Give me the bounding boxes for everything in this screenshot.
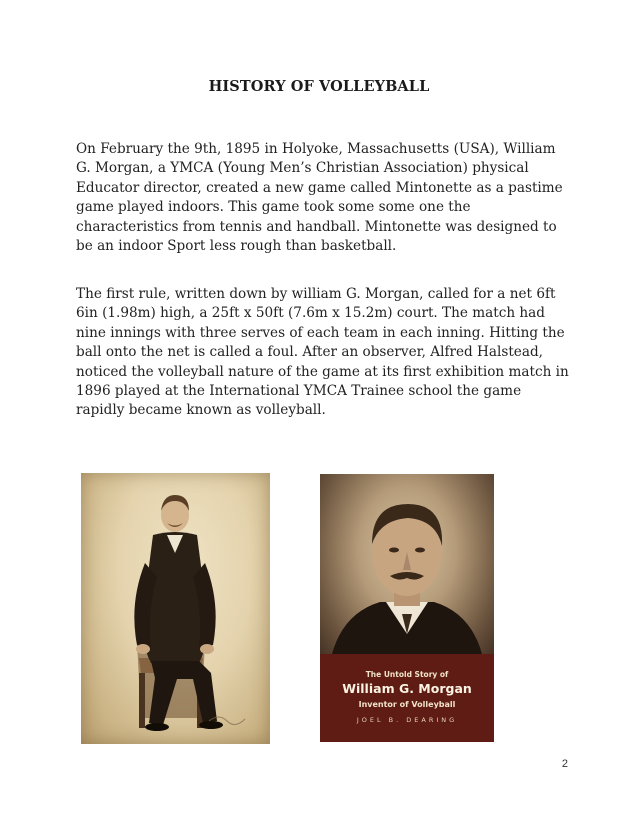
page-title: HISTORY OF VOLLEYBALL [208, 78, 430, 95]
page-number: 2 [561, 758, 568, 770]
seated-portrait-illustration [81, 473, 270, 744]
book-cover-portrait-illustration [320, 474, 494, 662]
seated-portrait-photo [81, 473, 270, 744]
book-cover-title: William G. Morgan [342, 681, 472, 696]
book-cover [320, 474, 494, 742]
paragraph-first-rules: The first rule, written down by william G. Morgan, called for a net 6ft 6in (1.98m) high, a 25ft x 50ft (7.6m x 15.2m) court. The match had nine innings with three serves of each team in each inning. Hitting the ball onto the net is called a foul. After an observer, Alfred Halstead, noticed the volleyball nature of the game at its first exhibition match in 1896 played at the International YMCA Trainee school the game rapidly became known as volleyball. [76, 286, 569, 419]
book-cover-role: Inventor of Volleyball [358, 700, 456, 709]
paragraph-origin: On February the 9th, 1895 in Holyoke, Massachusetts (USA), William G. Morgan, a YMCA (Young Men’s Christian Association) physical Educator director, created a new game called Mintonette as a pastime game played indoors. This game took some some one the characteristics from tennis and handball. Mintonette was designed to be an indoor Sport less rough than basketball. [76, 141, 563, 255]
book-cover-author: JOEL B. DEARING [356, 716, 458, 724]
book-cover-subtitle: The Untold Story of [365, 670, 449, 679]
book-cover-title-band [320, 654, 494, 742]
book-cover-portrait [320, 474, 494, 662]
